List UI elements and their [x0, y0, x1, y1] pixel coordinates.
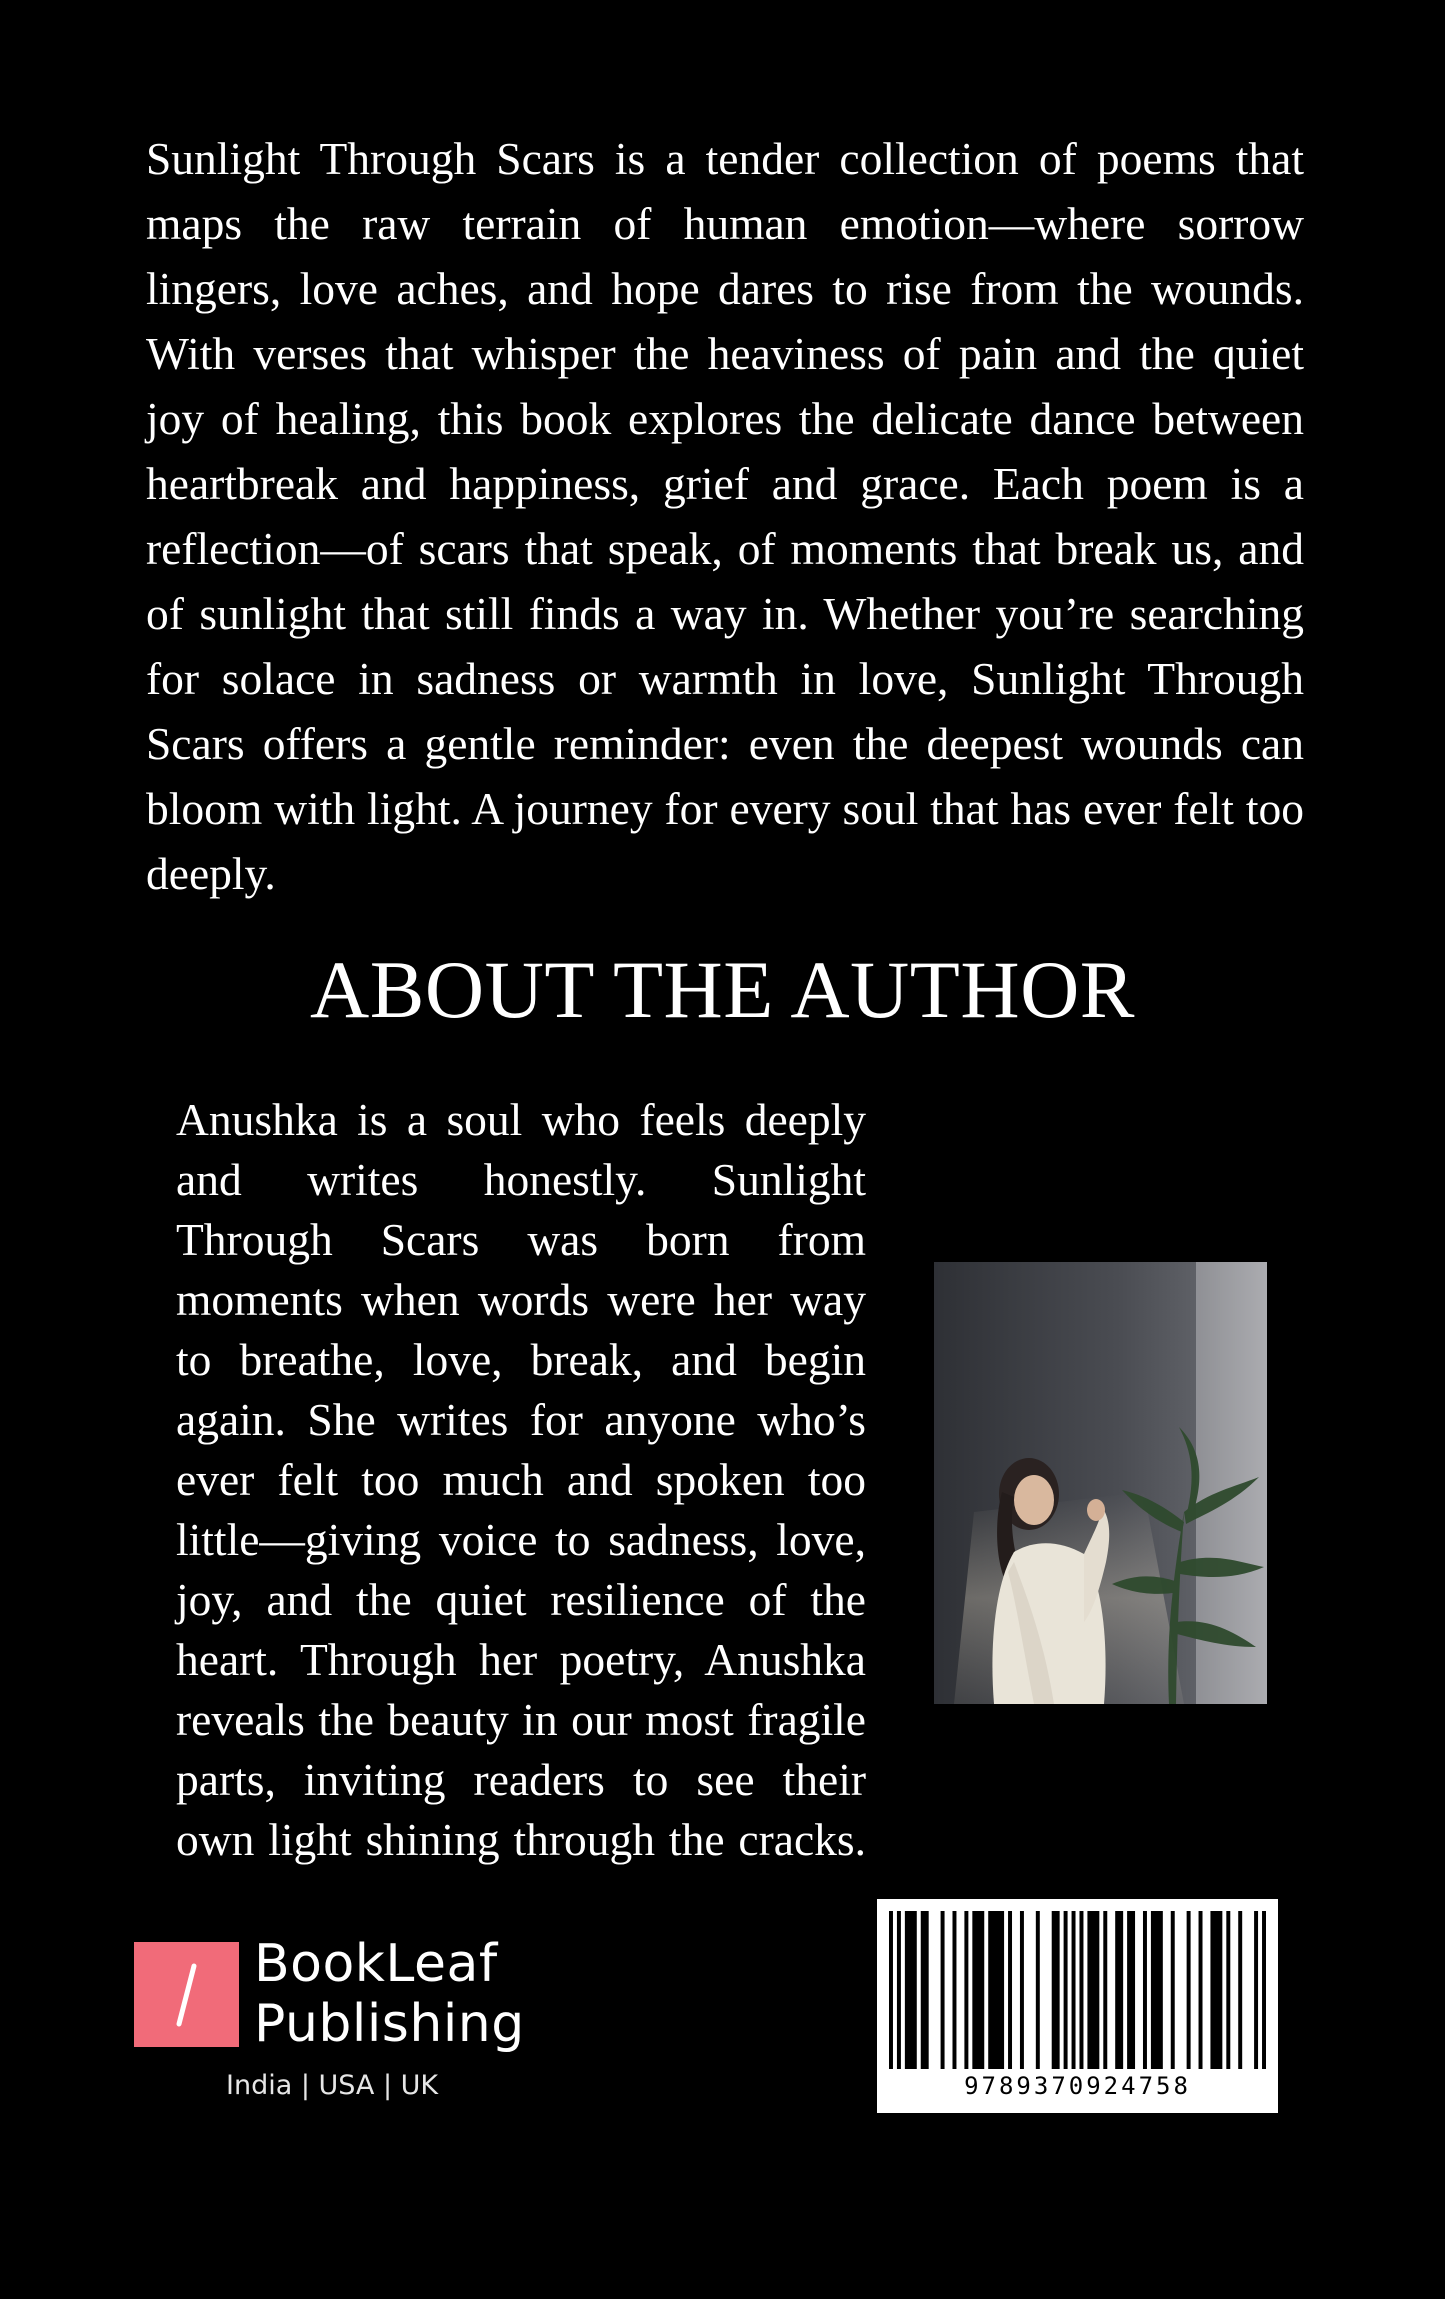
slash-icon: [134, 1942, 239, 2047]
barcode-bar: [1254, 1911, 1258, 2069]
publisher-regions: India | USA | UK: [226, 2070, 439, 2101]
about-author-heading: ABOUT THE AUTHOR: [310, 944, 1135, 1035]
barcode-bar: [1064, 1911, 1068, 2069]
barcode-bar: [1238, 1911, 1242, 2069]
publisher-name: [254, 1934, 525, 2054]
isbn-number: 9789370924758: [964, 2072, 1191, 2100]
barcode-bar: [1020, 1911, 1024, 2069]
barcode-bar: [1210, 1911, 1222, 2069]
isbn-barcode: [877, 1899, 1278, 2113]
barcode-bar: [1103, 1911, 1107, 2069]
author-photo: [934, 1262, 1267, 1704]
barcode-bar: [941, 1911, 945, 2069]
publisher-mark: [134, 1942, 239, 2047]
barcode-bar: [1226, 1911, 1230, 2069]
barcode-bar: [1052, 1911, 1060, 2069]
publisher-name-line1: BookLeaf: [254, 1934, 498, 1994]
barcode-bar: [972, 1911, 984, 2069]
barcode-bar: [1079, 1911, 1083, 2069]
barcode-bar: [952, 1911, 956, 2069]
barcode-bar: [1187, 1911, 1191, 2069]
barcode-bar: [1171, 1911, 1175, 2069]
barcode-bar: [1087, 1911, 1099, 2069]
barcode-bar: [905, 1911, 917, 2069]
barcode-bar: [1199, 1911, 1203, 2069]
barcode-bar: [1262, 1911, 1266, 2069]
barcode-bar: [897, 1911, 901, 2069]
barcode-bar: [964, 1911, 968, 2069]
barcode-bar: [1036, 1911, 1040, 2069]
barcode-bar: [988, 1911, 1004, 2069]
barcode-bar: [1151, 1911, 1163, 2069]
barcode-bar: [1008, 1911, 1012, 2069]
author-photo-illustration: [934, 1262, 1267, 1704]
barcode-bar: [1115, 1911, 1123, 2069]
barcode-bar: [1143, 1911, 1147, 2069]
barcode-bar: [921, 1911, 929, 2069]
book-blurb: Sunlight Through Scars is a tender collection of poems that maps the raw terrain of human emotion—where sorrow lingers, love aches, and hope dares to rise from the wounds. With verses that whisper the heaviness of pain and the quiet joy of healing, this book explores the delicate dance between heartbreak and happiness, grief and grace. Each poem is a reflection—of scars that speak, of moments that break us, and of sunlight that still finds a way in. Whether you’re searching for solace in sadness or warmth in love, Sunlight Through Scars offers a gentle reminder: even the deepest wounds can bloom with light. A journey for every soul that has ever felt too deeply.: [146, 133, 1304, 899]
barcode-bar: [1072, 1911, 1076, 2069]
publisher-logo: [134, 1934, 554, 2112]
barcode-bar: [889, 1911, 893, 2069]
author-bio: Anushka is a soul who feels deeply and writes honestly. Sunlight Through Scars was born from moments when words were her way to breathe, love, break, and begin again. She writes for anyone who’s ever felt too much and spoken too little—giving voice to sadness, love, joy, and the quiet resilience of the heart. Through her poetry, Anushka reveals the beauty in our most fragile parts, inviting readers to see their own light shining through the cracks.: [176, 1094, 866, 1865]
publisher-name-line2: Publishing: [254, 1994, 525, 2054]
barcode-bar: [1127, 1911, 1135, 2069]
